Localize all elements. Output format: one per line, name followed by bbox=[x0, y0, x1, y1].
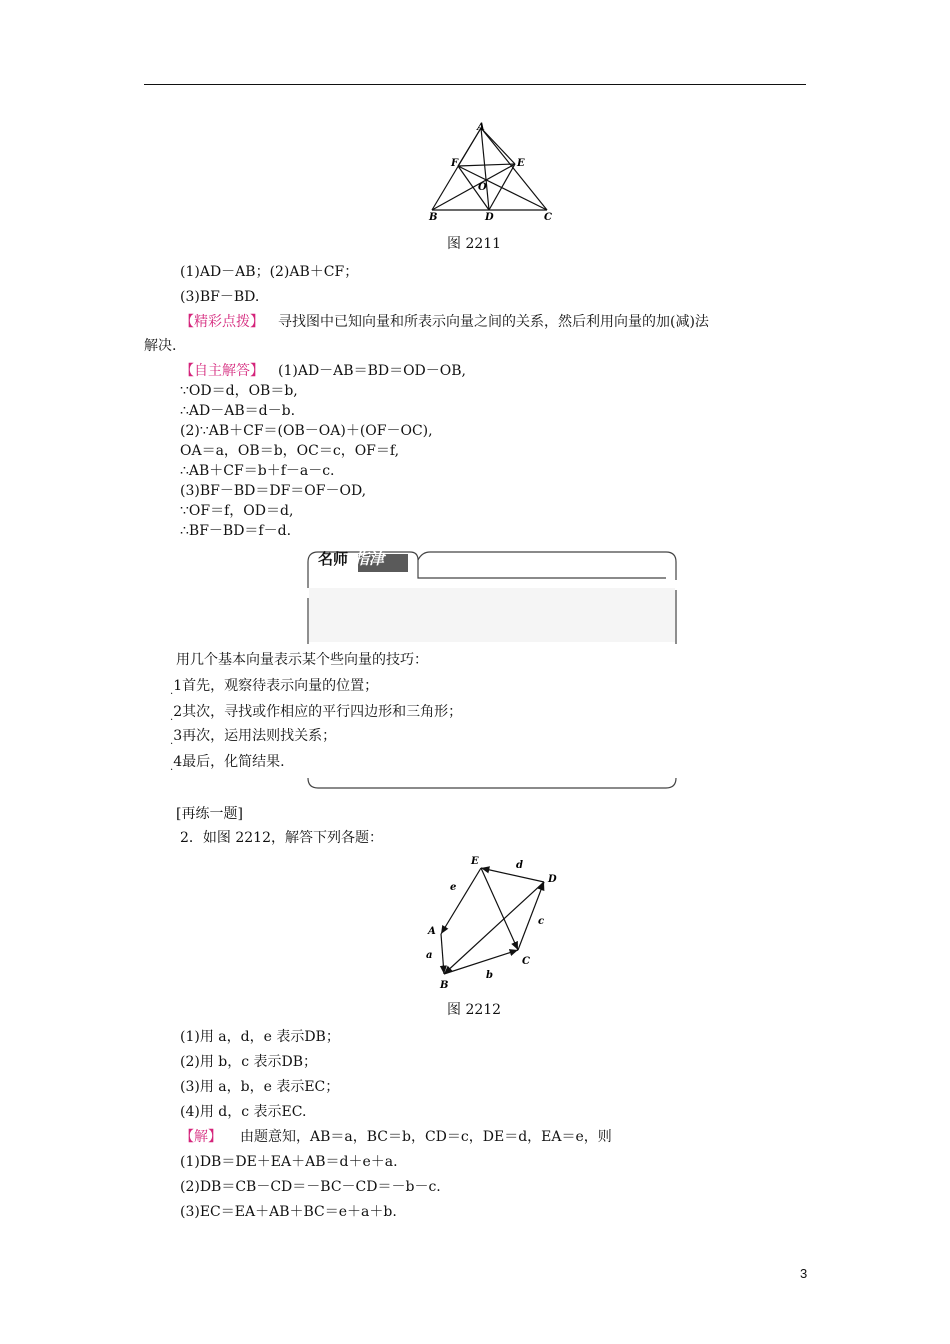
tips-item-3-num: 3 bbox=[173, 728, 183, 744]
figure-2211 bbox=[420, 118, 560, 224]
solve-line-0 bbox=[180, 361, 466, 381]
fig1-label-F: F bbox=[451, 158, 459, 169]
fig1-caption: 图 2211 bbox=[447, 236, 502, 252]
answer-intro-line bbox=[180, 1127, 612, 1147]
fig2-label-E: E bbox=[471, 856, 479, 867]
q2-item-2: (2)用 b，c 表示DB； bbox=[180, 1054, 318, 1070]
fig2-vec-a: a bbox=[426, 950, 433, 961]
fig2-label-A: A bbox=[428, 926, 436, 937]
fig2-label-B: B bbox=[440, 980, 449, 991]
tips-item-1-num: 1 bbox=[173, 678, 183, 694]
solve-tag: 【自主解答】 bbox=[180, 363, 264, 379]
practice-question: 2．如图 2212，解答下列各题： bbox=[180, 830, 383, 846]
question-line-1: (1)AD－AB；(2)AB＋CF； bbox=[180, 264, 359, 280]
tips-title bbox=[318, 549, 384, 569]
hint-line bbox=[180, 312, 709, 332]
answer-tag: 【解】 bbox=[180, 1129, 222, 1145]
question-line-2: (3)BF－BD. bbox=[180, 289, 260, 305]
q2-item-4: (4)用 d，c 表示EC. bbox=[180, 1104, 307, 1120]
fig2-label-C: C bbox=[522, 956, 530, 967]
page-number: 3 bbox=[800, 1266, 808, 1281]
q2-item-1: (1)用 a，d，e 表示DB； bbox=[180, 1029, 340, 1045]
tips-item-3-text: 再次，运用法则找关系； bbox=[182, 728, 337, 744]
answer-line-2: (2)DB＝CB－CD＝－BC－CD＝－b－c. bbox=[180, 1179, 441, 1195]
fig1-label-A: A bbox=[477, 122, 485, 133]
header-rule bbox=[144, 84, 806, 85]
fig1-label-O: O bbox=[478, 182, 487, 193]
fig2-vec-b: b bbox=[486, 970, 493, 981]
tips-intro: 用几个基本向量表示某个些向量的技巧： bbox=[176, 652, 428, 668]
fig2-vec-c: c bbox=[538, 916, 545, 927]
solve-line-5: ∴AB＋CF＝b＋f－a－c. bbox=[180, 463, 335, 479]
practice-heading: [再练一题] bbox=[176, 806, 243, 822]
hint-tag: 【精彩点拨】 bbox=[180, 314, 264, 330]
tips-box-frame bbox=[306, 548, 678, 792]
tips-item-2-num: 2 bbox=[173, 704, 183, 720]
solve-line-7: ∵OF＝f，OD＝d, bbox=[180, 503, 294, 519]
tips-item-2-text: 其次，寻找或作相应的平行四边形和三角形； bbox=[182, 704, 463, 720]
q2-item-3: (3)用 a，b，e 表示EC； bbox=[180, 1079, 340, 1095]
fig2-caption: 图 2212 bbox=[447, 1002, 502, 1018]
tips-item-4-num: 4 bbox=[173, 754, 183, 770]
fig1-label-D: D bbox=[485, 212, 494, 223]
solve-line-4: OA＝a，OB＝b，OC＝c，OF＝f, bbox=[180, 443, 400, 459]
tips-title-b: 指津 bbox=[354, 550, 385, 568]
solve-line-1: ∵OD＝d，OB＝b, bbox=[180, 383, 298, 399]
tips-item-4-text: 最后，化简结果. bbox=[182, 754, 285, 770]
fig2-label-D: D bbox=[548, 874, 557, 885]
solve-line-2: ∴AD－AB＝d－b. bbox=[180, 403, 296, 419]
fig1-label-E: E bbox=[517, 158, 525, 169]
tips-item-1-text: 首先，观察待表示向量的位置； bbox=[182, 678, 379, 694]
fig2-vec-e: e bbox=[450, 882, 457, 893]
fig2-vec-d: d bbox=[516, 860, 523, 871]
solve-line-8: ∴BF－BD＝f－d. bbox=[180, 523, 292, 539]
fig1-label-B: B bbox=[429, 212, 438, 223]
answer-intro: 由题意知，AB＝a，BC＝b，CD＝c，DE＝d，EA＝e，则 bbox=[240, 1129, 612, 1145]
solve-line-6: (3)BF－BD＝DF＝OF－OD, bbox=[180, 483, 367, 499]
solve-line-3: (2)∵AB＋CF＝(OB－OA)＋(OF－OC), bbox=[180, 423, 433, 439]
hint-text-2: 解决. bbox=[144, 338, 177, 354]
answer-line-1: (1)DB＝DE＋EA＋AB＝d＋e＋a. bbox=[180, 1154, 398, 1170]
answer-line-3: (3)EC＝EA＋AB＋BC＝e＋a＋b. bbox=[180, 1204, 397, 1220]
tips-item-2: $_.$2其次，寻找或作相应的平行四边形和三角形； bbox=[170, 704, 463, 723]
tips-item-3: $_.$3再次，运用法则找关系； bbox=[170, 728, 337, 747]
figure-2212 bbox=[420, 852, 570, 992]
tips-title-a: 名师 bbox=[318, 550, 349, 568]
hint-text: 寻找图中已知向量和所表示向量之间的关系，然后利用向量的加(减)法 bbox=[278, 314, 709, 330]
tips-item-4: $_.$4最后，化简结果. bbox=[170, 754, 285, 773]
fig1-label-C: C bbox=[544, 212, 552, 223]
solve-line-0-text: (1)AD－AB＝BD＝OD－OB, bbox=[278, 363, 466, 379]
tips-item-1: $_.$1首先，观察待表示向量的位置； bbox=[170, 678, 379, 697]
